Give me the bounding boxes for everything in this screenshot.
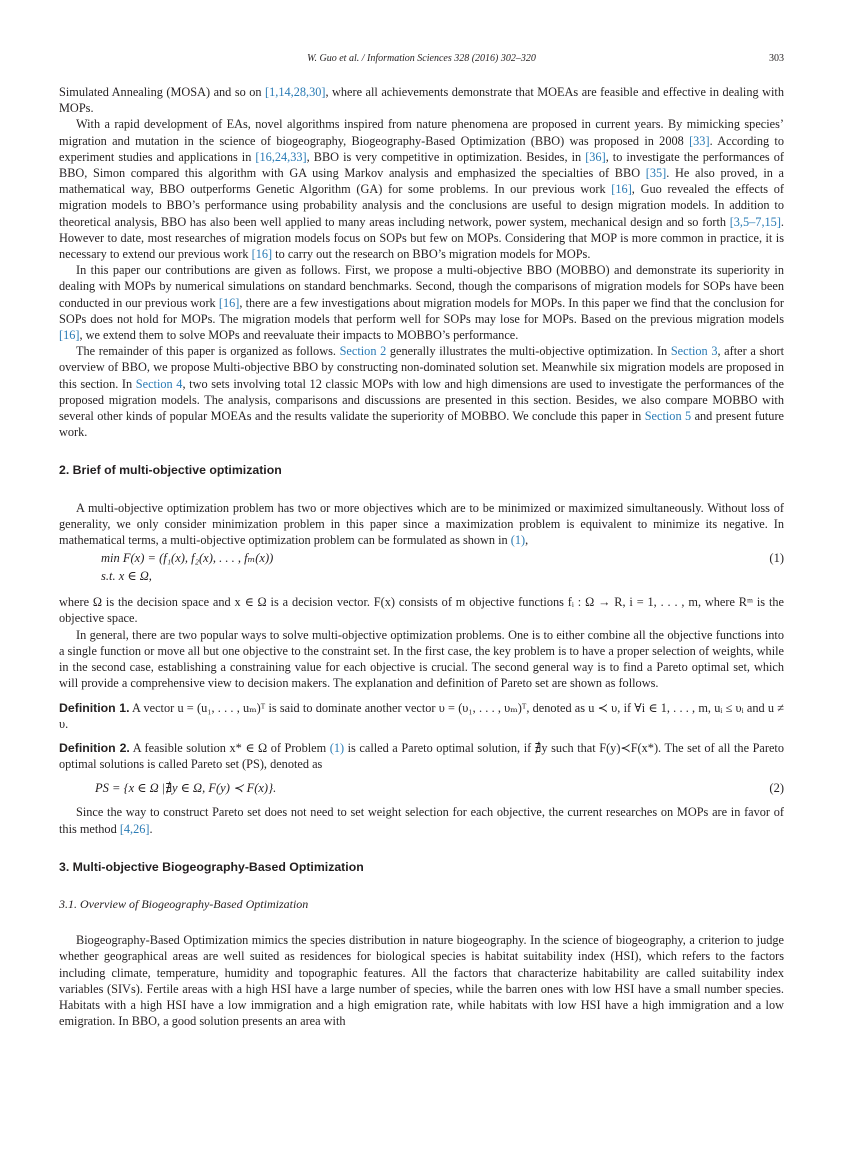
section2-paragraph-4: Since the way to construct Pareto set does not need to set weight selection for each objective, the current researches on MOPs are in favor of this method [4,26].: [59, 805, 784, 836]
section-link[interactable]: Section 4: [135, 376, 183, 391]
citation-link[interactable]: [36]: [585, 149, 606, 164]
citation-link[interactable]: [4,26]: [119, 821, 150, 836]
equation-link[interactable]: (1): [329, 740, 345, 755]
running-title: W. Guo et al. / Information Sciences 328 (2016) 302–320: [307, 53, 536, 64]
section-link[interactable]: Section 5: [644, 409, 692, 424]
article-body: [59, 84, 784, 1029]
definition-2: Definition 2. A feasible solution x* ∈ Ω of Problem (1) is called a Pareto optimal solution, if ∄y such that F(y)≺F(x*). The set of all the Pareto optimal solutions is called Pareto set (PS), denoted as: [59, 740, 784, 772]
equation-link[interactable]: (1): [510, 533, 526, 548]
equation-1-line-1: min F(x) = (f₁(x), f₂(x), . . . , fₘ(x)) (1): [101, 551, 784, 566]
equation-number: (1): [769, 551, 784, 566]
section2-paragraph-1: A multi-objective optimization problem has two or more objectives which are to be minimized or maximized simultaneously. Without loss of generality, we only consider minimization problem in this paper since a maximization problem is equivalent to minimize its negative. In mathematical terms, a multi-objective optimization problem can be formulated as shown in (1),: [59, 500, 784, 548]
section-heading: 2. Brief of multi-objective optimization: [59, 463, 282, 478]
definition-label: Definition 1.: [59, 700, 130, 715]
citation-link[interactable]: [16]: [251, 247, 273, 262]
section-heading: 3. Multi-objective Biogeography-Based Optimization: [59, 859, 364, 874]
intro-paragraph-3: The remainder of this paper is organized as follows. Section 2 generally illustrates the multi-objective optimization. In Section 3, after a short overview of BBO, we propose Multi-objective BBO by constructing non-dominated solution set. Meanwhile six migration models are proposed in this section. In Section 4, two sets involving total 12 classic MOPs with low and high dimensions are used to investigate the performances of the proposed migration models. The analysis, comparisons and discussions are presented in this section. Besides, we also compare MOBBO with several other kinds of popular MOEAs and the results validate the superiority of MOBBO. We conclude this paper in Section 5 and present future work.: [59, 344, 785, 440]
intro-paragraph-0: Simulated Annealing (MOSA) and so on [1,14,28,30], where all achievements demonstrate that MOEAs are feasible and effective in dealing with MOPs.: [59, 85, 784, 116]
section2-paragraph-3: In general, there are two popular ways to solve multi-objective optimization problems. One is to either combine all the objective functions into a single function or move all but one objective to the constraint set. In the first case, the key problem is to have a proper selection of weights, while in the second case, establishing a constraining value for each objective is crucial. The second general way is to find a Pareto optimal set, which will provide a comprehensive view to decision makers. The explanation and definition of Pareto set are shown as follows.: [59, 627, 784, 691]
subsection-heading: 3.1. Overview of Biogeography-Based Optimization: [59, 896, 309, 911]
intro-paragraph-2: In this paper our contributions are given as follows. First, we propose a multi-objective BBO (MOBBO) and demonstrate its superiority in dealing with MOPs by numerical simulations on standard benchmarks. Second, though the comparisons of migration models for SOPs have been conducted in our previous work [16], there are a few investigations about migration models for MOPs. In this paper we find that the conclusion for SOPs does not hold for MOPs. The migration models that perform well for SOPs may lose for MOPs. Based on the previous migration models [16], we extend them to solve MOPs and reevaluate their impacts to MOBBO’s performance.: [59, 263, 785, 343]
citation-link[interactable]: [33]: [689, 133, 710, 148]
page-number: 303: [769, 53, 784, 64]
intro-paragraph-1: With a rapid development of EAs, novel algorithms inspired from nature phenomena are proposed in current years. By mimicking species’ migration and mutation in the science of biogeography, Biogeography-Based Optimization (BBO) was proposed in 2008 [33]. According to experiment studies and applications in [16,24,33], BBO is very competitive in optimization. Besides, in [36], to investigate the performances of BBO, Simon compared this algorithm with GA using Markov analysis and emphasized the specialties of BBO [35]. He also proved, in a mathematical way, BBO outperforms Genetic Algorithm (GA) for some problems. In our previous work [16], Guo revealed the effects of migration models to BBO’s performance using probability analysis and the conclusions are useful to design migration models. In addition to theoretical analysis, BBO has also been well applied to many areas including network, power system, mechanical design and so forth [3,5–7,15]. However to date, most researches of migration models focus on SOPs but few on MOPs. Considering that MOP is more common in practice, it is necessary to extend our previous work [16] to carry out the research on BBO’s migration models for MOPs.: [59, 117, 785, 262]
citation-link[interactable]: [1,14,28,30]: [265, 85, 326, 99]
equation-number: (2): [769, 781, 784, 796]
citation-link[interactable]: [16]: [611, 182, 632, 197]
citation-link[interactable]: [35]: [645, 166, 667, 181]
definition-1: Definition 1. A vector u = (u₁, . . . , uₘ)ᵀ is said to dominate another vector υ = (υ₁, . . . , υₘ)ᵀ, denoted as u ≺ υ, if ∀i ∈ 1, . . . , m, uᵢ ≤ υᵢ and u ≠ υ.: [59, 700, 784, 731]
equation-1-line-2: s.t. x ∈ Ω,: [101, 569, 152, 584]
citation-link[interactable]: [16]: [59, 328, 80, 343]
definition-label: Definition 2.: [59, 740, 130, 755]
section3-paragraph-1: Biogeography-Based Optimization mimics the species distribution in nature biogeography. In the science of biogeography, a criterion to judge whether geographical areas are well suited as residences for biological species is habitat suitability index (HSI), which refers to the factors including climate, temperature, humidity and topographic features. All the factors that characterize habitability are called suitability index variables (SIVs). Fertile areas with a high HSI have a large number of species, while the barren ones with low HSI have a small number species. Habitats with a high HSI have a low immigration and a high emigration rate, while habitats with low HSI have a high immigration and a low emigration. In BBO, a good solution presents an area with: [59, 933, 784, 1029]
section-link[interactable]: Section 3: [670, 344, 718, 359]
section2-paragraph-2: where Ω is the decision space and x ∈ Ω is a decision vector. F(x) consists of m objective functions fᵢ : Ω → R, i = 1, . . . , m, where Rᵐ is the objective space.: [59, 595, 784, 626]
citation-link[interactable]: [3,5–7,15]: [729, 214, 781, 229]
equation-2: PS = {x ∈ Ω |∄y ∈ Ω, F(y) ≺ F(x)}. (2): [95, 781, 784, 796]
citation-link[interactable]: [16,24,33]: [255, 149, 307, 164]
section-link[interactable]: Section 2: [339, 344, 387, 359]
citation-link[interactable]: [16]: [218, 295, 240, 310]
running-header: [59, 53, 784, 67]
